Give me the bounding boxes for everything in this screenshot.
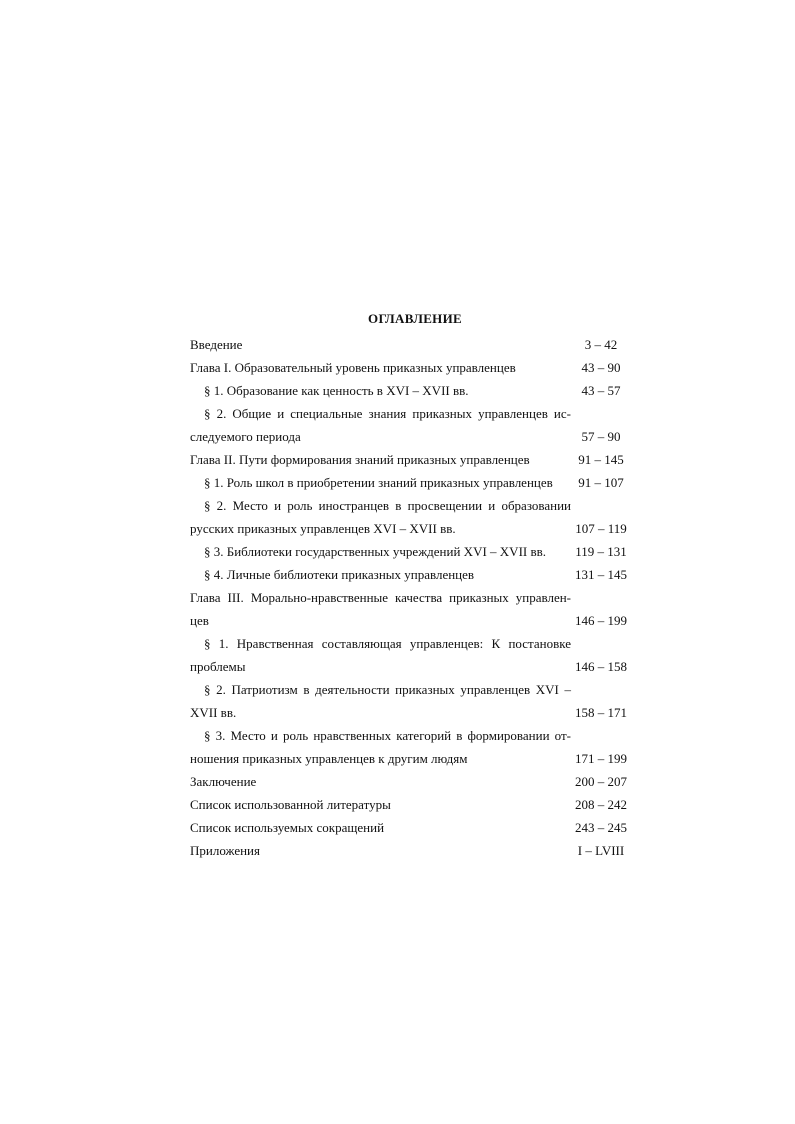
toc-entry-label: § 4. Личные библиотеки приказных управленцев bbox=[204, 567, 475, 582]
toc-entry-pages: 131 – 145 bbox=[575, 567, 627, 582]
toc-entry-appendices bbox=[190, 839, 640, 862]
toc-entry-label: § 2. Патриотизм в деятельности приказных управленцев XVI – bbox=[204, 682, 571, 697]
toc-entry-pages: I – LVIII bbox=[577, 843, 625, 858]
toc-entry-introduction bbox=[190, 333, 640, 356]
toc-entry-ch3-section-3 bbox=[190, 724, 640, 747]
toc-entry-pages: 43 – 90 bbox=[581, 360, 621, 375]
toc-entry-label-cont: русских приказных управленцев XVI – XVII вв. bbox=[190, 521, 456, 536]
toc-entry-bibliography bbox=[190, 793, 640, 816]
toc-entry-ch3-section-2-cont bbox=[190, 701, 640, 724]
toc-entry-label: § 2. Место и роль иностранцев в просвещении и образовании bbox=[204, 498, 571, 513]
toc-entry-chapter-2 bbox=[190, 448, 640, 471]
toc-entry-pages: 119 – 131 bbox=[575, 544, 627, 559]
toc-entry-pages: 107 – 119 bbox=[575, 521, 627, 536]
toc-entry-ch2-section-2-cont bbox=[190, 517, 640, 540]
toc-entry-pages: 243 – 245 bbox=[575, 820, 627, 835]
toc-entry-label: Введение bbox=[190, 337, 243, 352]
toc-entry-chapter-3 bbox=[190, 586, 640, 609]
toc-entry-ch1-section-1 bbox=[190, 379, 640, 402]
toc-entry-ch3-section-1 bbox=[190, 632, 640, 655]
toc-entry-label: Глава III. Морально-нравственные качества приказных управлен- bbox=[190, 590, 571, 605]
toc-entry-ch3-section-2 bbox=[190, 678, 640, 701]
toc-entry-ch2-section-3 bbox=[190, 540, 640, 563]
toc-entry-label: § 3. Место и роль нравственных категорий в формировании от- bbox=[204, 728, 571, 743]
toc-title: ОГЛАВЛЕНИЕ bbox=[368, 311, 462, 326]
toc-entry-label-cont: цев bbox=[190, 613, 209, 628]
toc-entry-ch3-section-1-cont bbox=[190, 655, 640, 678]
toc-entry-label: § 3. Библиотеки государственных учреждений XVI – XVII вв. bbox=[204, 544, 546, 559]
toc-entry-label-cont: проблемы bbox=[190, 659, 246, 674]
toc-entry-pages: 171 – 199 bbox=[575, 751, 627, 766]
toc-entry-pages: 146 – 199 bbox=[575, 613, 627, 628]
toc-entry-label: Список используемых сокращений bbox=[190, 820, 385, 835]
toc-entry-pages: 91 – 145 bbox=[578, 452, 624, 467]
toc-entry-conclusion bbox=[190, 770, 640, 793]
toc-entry-label: § 1. Роль школ в приобретении знаний приказных управленцев bbox=[204, 475, 553, 490]
toc-entry-label: Заключение bbox=[190, 774, 257, 789]
toc-entry-pages: 43 – 57 bbox=[581, 383, 621, 398]
toc-entry-ch2-section-4 bbox=[190, 563, 640, 586]
toc-entry-chapter-1 bbox=[190, 356, 640, 379]
toc-entry-label-cont: ношения приказных управленцев к другим людям bbox=[190, 751, 468, 766]
table-of-contents bbox=[190, 311, 640, 862]
toc-entry-chapter-3-cont bbox=[190, 609, 640, 632]
toc-entry-ch2-section-1 bbox=[190, 471, 640, 494]
toc-entry-ch1-section-2 bbox=[190, 402, 640, 425]
toc-entry-ch2-section-2 bbox=[190, 494, 640, 517]
toc-entry-ch3-section-3-cont bbox=[190, 747, 640, 770]
toc-entry-label: § 1. Образование как ценность в XVI – XVII вв. bbox=[204, 383, 469, 398]
toc-entry-pages: 208 – 242 bbox=[575, 797, 627, 812]
toc-entry-label-cont: следуемого периода bbox=[190, 429, 301, 444]
toc-entry-pages: 91 – 107 bbox=[578, 475, 624, 490]
toc-entry-abbreviations bbox=[190, 816, 640, 839]
toc-entry-label: § 1. Нравственная составляющая управленцев: К постановке bbox=[204, 636, 571, 651]
toc-entry-label: Глава I. Образовательный уровень приказных управленцев bbox=[190, 360, 516, 375]
toc-entry-pages: 3 – 42 bbox=[584, 337, 618, 352]
toc-entry-ch1-section-2-cont bbox=[190, 425, 640, 448]
toc-entry-pages: 200 – 207 bbox=[575, 774, 627, 789]
toc-entry-label-cont: XVII вв. bbox=[190, 705, 237, 720]
toc-entry-pages: 57 – 90 bbox=[581, 429, 621, 444]
toc-entry-label: Глава II. Пути формирования знаний приказных управленцев bbox=[190, 452, 530, 467]
toc-entry-label: Приложения bbox=[190, 843, 260, 858]
toc-entry-label: § 2. Общие и специальные знания приказных управленцев ис- bbox=[204, 406, 571, 421]
toc-entry-label: Список использованной литературы bbox=[190, 797, 391, 812]
toc-entry-pages: 158 – 171 bbox=[575, 705, 627, 720]
toc-entry-pages: 146 – 158 bbox=[575, 659, 627, 674]
